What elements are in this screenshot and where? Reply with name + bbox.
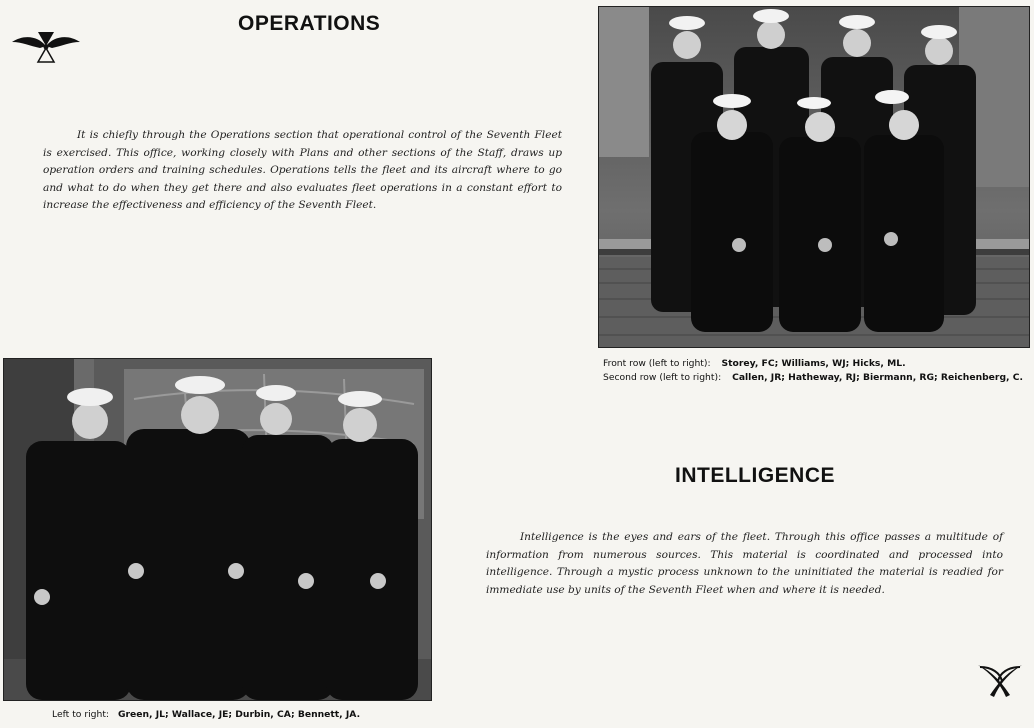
- operations-caption: [603, 357, 1023, 385]
- operations-paragraph: It is chiefly through the Operations section that operational control of the Seventh Fleet is exercised. This office, working closely with Plans and other sections of the Staff, draws up operation orders and training schedules. Operations tells the fleet and its aircraft where to go and what to do when they get there and also evaluates fleet operations in a constant effort to increase the effectiveness and efficiency of the Seventh Fleet.: [43, 129, 562, 212]
- winged-hourglass-icon: [10, 30, 82, 64]
- operations-heading: OPERATIONS: [238, 12, 381, 35]
- intelligence-caption: Left to right: Green, JL; Wallace, JE; Durbin, CA; Bennett, JA.: [52, 709, 361, 720]
- intelligence-heading: INTELLIGENCE: [675, 464, 836, 487]
- intelligence-body: [486, 529, 1003, 599]
- intelligence-group-photo: [3, 358, 432, 701]
- operations-group-photo: [598, 6, 1030, 348]
- caption-front-row: Front row (left to right): Storey, FC; Williams, WJ; Hicks, ML.: [603, 358, 906, 369]
- operations-body: [43, 127, 562, 215]
- crossed-quills-icon: [976, 663, 1024, 703]
- intelligence-paragraph: Intelligence is the eyes and ears of the fleet. Through this office passes a multitude of information from numerous sources. This material is coordinated and processed into intelligence. Through a mystic process unknown to the uninitiated the material is readied for immediate use by units of the Seventh Fleet when and where it is needed.: [486, 531, 1003, 596]
- caption-second-row: Second row (left to right): Callen, JR; Hatheway, RJ; Biermann, RG; Reichenberg, C.: [603, 372, 1023, 383]
